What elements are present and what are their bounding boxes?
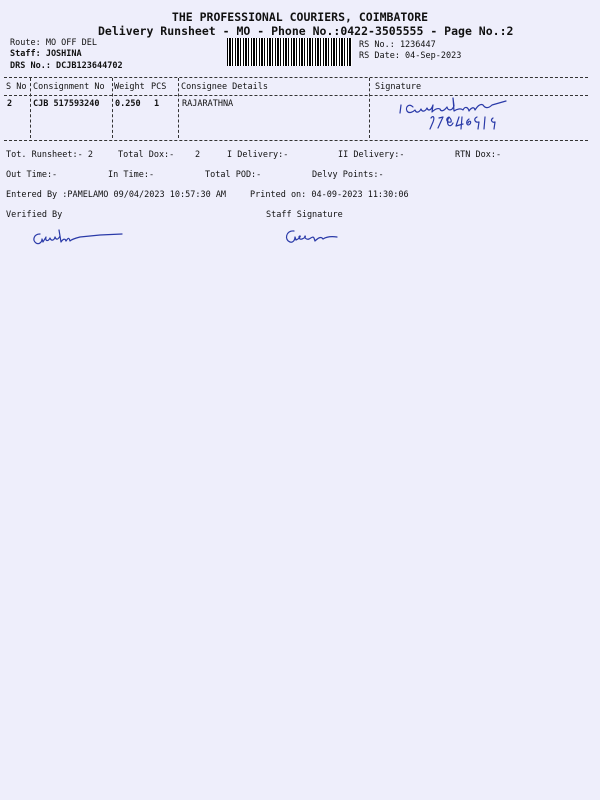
cell-sno: 2 bbox=[7, 99, 13, 109]
entered-by: Entered By :PAMELAMO 09/04/2023 10:57:30 AM bbox=[6, 190, 227, 200]
staff: Staff: JOSHINA bbox=[10, 49, 82, 59]
rtn-dox: RTN Dox:- bbox=[455, 150, 502, 160]
drs-number: DRS No.: DCJB123644702 bbox=[10, 61, 123, 71]
recipient-signature bbox=[395, 93, 535, 133]
col-header: Signature bbox=[375, 82, 422, 92]
total-pod: Total POD:- bbox=[205, 170, 262, 180]
col-header: Consignment No bbox=[33, 82, 105, 92]
ii-delivery: II Delivery:- bbox=[338, 150, 405, 160]
rs-number: RS No.: 1236447 bbox=[359, 40, 436, 50]
cell-weight: 0.250 bbox=[115, 99, 141, 109]
col-divider bbox=[112, 78, 113, 138]
col-header: S No bbox=[6, 82, 27, 92]
i-delivery: I Delivery:- bbox=[227, 150, 289, 160]
staff-signature-label: Staff Signature bbox=[266, 210, 343, 220]
col-divider bbox=[30, 78, 31, 138]
barcode bbox=[227, 38, 352, 66]
delvy-points: Delvy Points:- bbox=[312, 170, 384, 180]
out-time: Out Time:- bbox=[6, 170, 58, 180]
company-title: THE PROFESSIONAL COURIERS, COIMBATORE bbox=[171, 10, 429, 24]
rs-date: RS Date: 04-Sep-2023 bbox=[359, 51, 462, 61]
in-time: In Time:- bbox=[108, 170, 155, 180]
col-divider bbox=[369, 78, 370, 138]
total-dox-value: 2 bbox=[195, 150, 201, 160]
route: Route: MO OFF DEL bbox=[10, 38, 97, 48]
col-header: Consignee Details bbox=[181, 82, 268, 92]
table-bottom-rule bbox=[4, 140, 588, 141]
tot-runsheet: Tot. Runsheet:- 2 bbox=[6, 150, 93, 160]
cell-pcs: 1 bbox=[154, 99, 160, 109]
printed-on: Printed on: 04-09-2023 11:30:06 bbox=[250, 190, 409, 200]
total-dox-label: Total Dox:- bbox=[118, 150, 175, 160]
cell-consignee: RAJARATHNA bbox=[182, 99, 234, 109]
runsheet-subtitle: Delivery Runsheet - MO - Phone No.:0422-3505555 - Page No.:2 bbox=[98, 24, 514, 38]
table-top-rule bbox=[4, 77, 588, 78]
cell-consignment: CJB 517593240 bbox=[33, 99, 100, 109]
verified-by-label: Verified By bbox=[6, 210, 63, 220]
col-header: Weight bbox=[114, 82, 145, 92]
staff-signature bbox=[282, 226, 352, 248]
col-divider bbox=[178, 78, 179, 138]
col-header: PCS bbox=[151, 82, 167, 92]
verifier-signature bbox=[30, 228, 130, 250]
